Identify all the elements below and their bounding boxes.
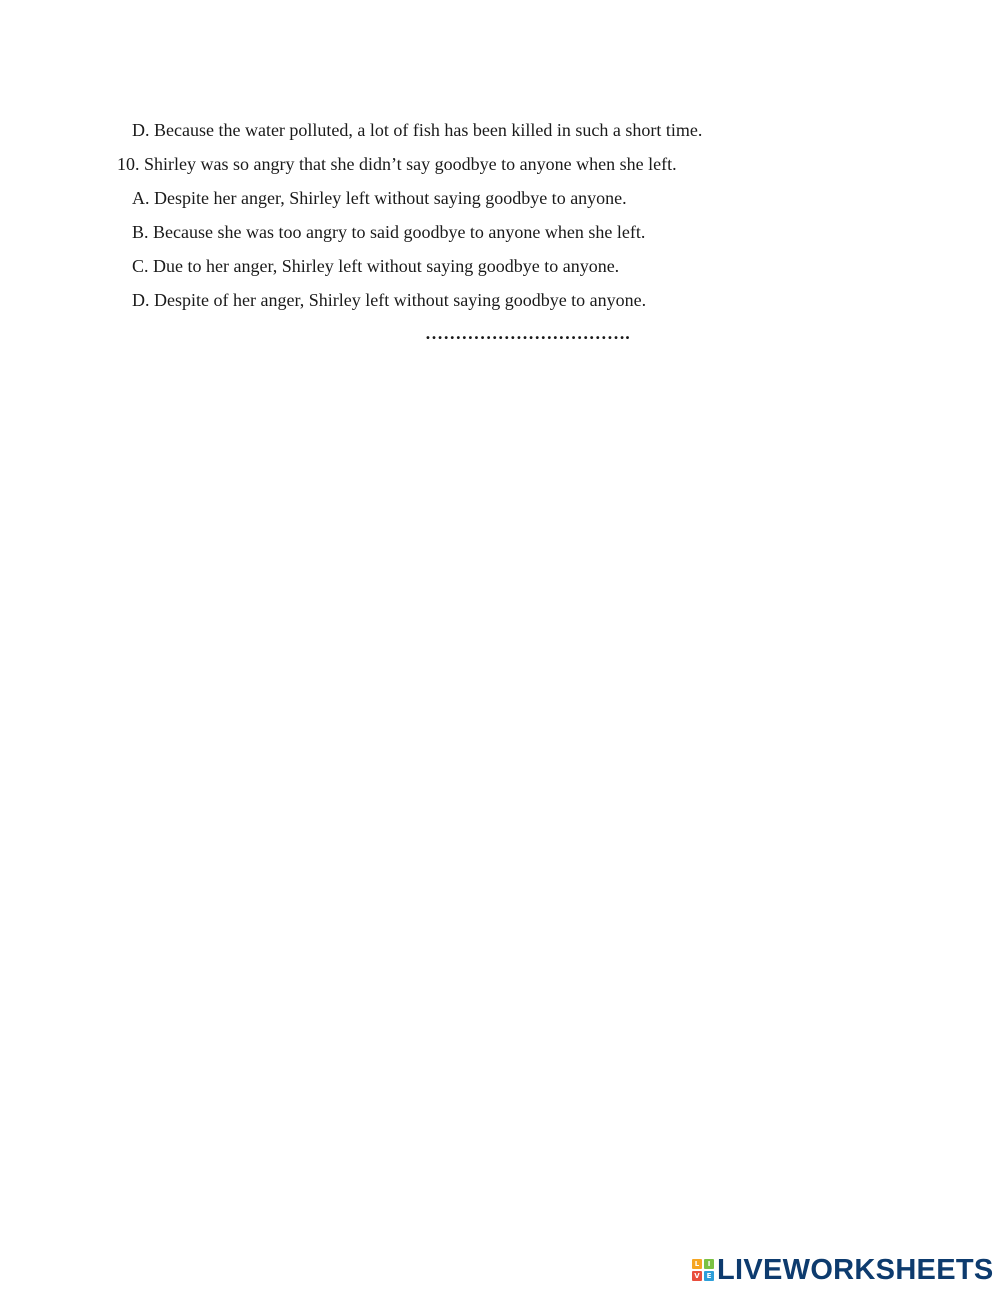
- logo-square-l: L: [692, 1259, 702, 1269]
- option-9d: D. Because the water polluted, a lot of fish has been killed in such a short time.: [132, 120, 703, 140]
- logo-square-i: I: [704, 1259, 714, 1269]
- option-10a: A. Despite her anger, Shirley left without saying goodbye to anyone.: [132, 188, 627, 208]
- liveworksheets-logo-text: LIVEWORKSHEETS: [717, 1254, 994, 1286]
- option-10d: D. Despite of her anger, Shirley left without saying goodbye to anyone.: [132, 290, 647, 310]
- end-dotted-line: …………………………….: [425, 323, 630, 343]
- option-10c: C. Due to her anger, Shirley left without saying goodbye to anyone.: [132, 256, 620, 276]
- liveworksheets-logo: [692, 1255, 994, 1285]
- option-10b: B. Because she was too angry to said goodbye to anyone when she left.: [132, 222, 646, 242]
- question-10: 10. Shirley was so angry that she didn’t say goodbye to anyone when she left.: [117, 154, 677, 174]
- liveworksheets-logo-icon: [692, 1259, 714, 1281]
- logo-square-e: E: [704, 1271, 714, 1281]
- logo-square-v: V: [692, 1271, 702, 1281]
